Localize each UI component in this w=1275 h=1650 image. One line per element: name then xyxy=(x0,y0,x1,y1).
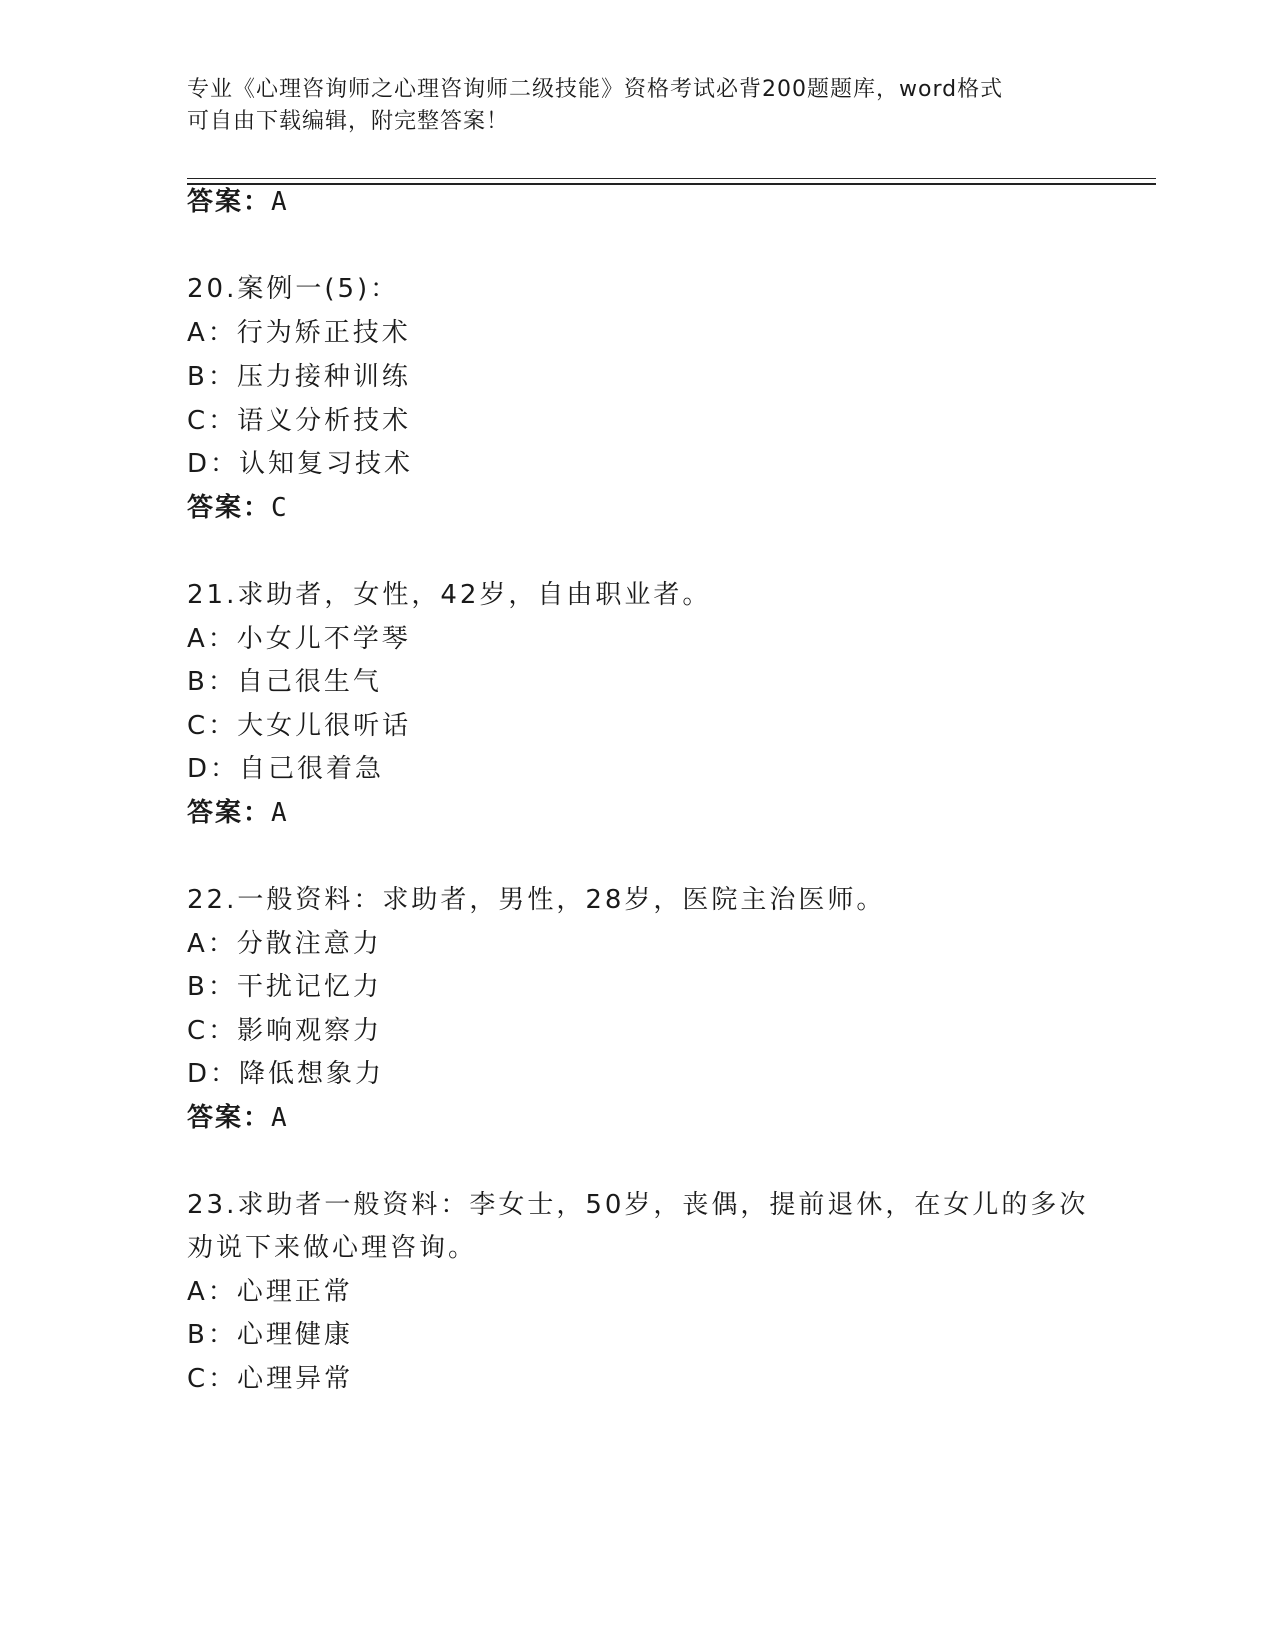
option-a: A：心理正常 xyxy=(187,1277,353,1307)
option-b: B：压力接种训练 xyxy=(187,362,411,392)
answer-label: 答案： xyxy=(187,187,272,217)
page-header xyxy=(187,74,1087,138)
answer-value: C xyxy=(271,493,289,523)
header-divider-thin xyxy=(187,178,1156,179)
answer-value: A xyxy=(271,1103,289,1133)
option-a: A：分散注意力 xyxy=(187,929,382,959)
question-text-line-1: 23.求助者一般资料：李女士，50岁，丧偶，提前退休，在女儿的多次 xyxy=(187,1190,1089,1220)
option-c: C：影响观察力 xyxy=(187,1016,383,1046)
header-divider-thick xyxy=(187,183,1156,185)
option-d: D：认知复习技术 xyxy=(187,449,414,479)
answer-line xyxy=(187,185,289,219)
answer-label: 答案： xyxy=(187,1103,272,1133)
option-a: A：行为矫正技术 xyxy=(187,318,411,348)
answer-label: 答案： xyxy=(187,798,272,828)
option-d: D：自己很着急 xyxy=(187,754,385,784)
answer-label: 答案： xyxy=(187,493,272,523)
header-line-2: 可自由下载编辑，附完整答案！ xyxy=(187,109,510,134)
option-a: A：小女儿不学琴 xyxy=(187,624,411,654)
option-c: C：语义分析技术 xyxy=(187,406,412,436)
option-d: D：降低想象力 xyxy=(187,1059,385,1089)
question-text: 20.案例一(5)： xyxy=(187,274,400,304)
option-c: C：心理异常 xyxy=(187,1364,354,1394)
option-b: B：心理健康 xyxy=(187,1320,353,1350)
option-b: B：干扰记忆力 xyxy=(187,972,382,1002)
answer-value: A xyxy=(271,798,289,828)
answer-line xyxy=(187,491,289,525)
question-text: 22.一般资料：求助者，男性，28岁，医院主治医师。 xyxy=(187,885,886,915)
answer-line xyxy=(187,1101,289,1135)
header-line-1: 专业《心理咨询师之心理咨询师二级技能》资格考试必背200题题库，word格式 xyxy=(187,77,1004,102)
question-text: 21.求助者，女性，42岁，自由职业者。 xyxy=(187,580,712,610)
answer-value: A xyxy=(271,187,289,217)
question-text-line-2: 劝说下来做心理咨询。 xyxy=(187,1233,478,1263)
answer-line xyxy=(187,796,289,830)
option-c: C：大女儿很听话 xyxy=(187,711,412,741)
option-b: B：自己很生气 xyxy=(187,667,382,697)
